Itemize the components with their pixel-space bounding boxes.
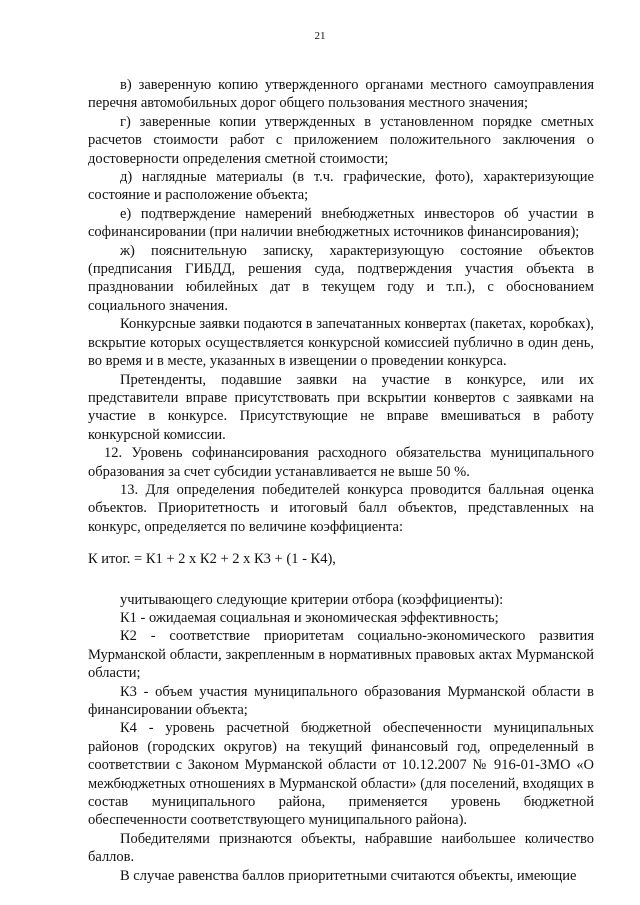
paragraph-item-zh: ж) пояснительную записку, характеризующую состояние объектов (предписания ГИБДД, решения суда, подтверждения участия объекта в праздновании юбилейных дат в текущем году и т.п.), с обоснованием социального значения. — [88, 242, 594, 314]
page-number: 21 — [314, 30, 326, 42]
paragraph-k4: К4 - уровень расчетной бюджетной обеспеченности муниципальных районов (городских округов) на текущий финансовый год, определенный в соответствии с Законом Мурманской области от 10.12.2007 № 916-01-ЗМО «О межбюджетных отношениях в Мурманской области» (для поселений, входящих в состав муниципального района, применяется уровень бюджетной обеспеченности соответствующего муниципального района). — [88, 720, 594, 829]
paragraph-winners: Победителями признаются объекты, набравшие наибольшее количество баллов. — [88, 830, 594, 866]
paragraph-item-e: е) подтверждение намерений внебюджетных инвесторов об участии в софинансировании (при наличии внебюджетных источников финансирования); — [88, 205, 594, 241]
paragraph-pretendenty: Претенденты, подавшие заявки на участие в конкурсе, или их представители вправе присутствовать при вскрытии конвертов с заявками на участие в конкурсе. Присутствующие не вправе вмешиваться в работу конкурсной комиссии. — [88, 371, 594, 443]
paragraph-clause-13: 13. Для определения победителей конкурса проводится балльная оценка объектов. Приоритетность и итоговый балл объектов, представленных на конкурс, определяется по величине коэффициента: — [88, 481, 594, 535]
paragraph-k1: К1 - ожидаемая социальная и экономическая эффективность; — [120, 609, 499, 626]
paragraph-equal-scores: В случае равенства баллов приоритетными считаются объекты, имеющие — [120, 867, 577, 884]
formula-k-itog: К итог. = К1 + 2 х К2 + 2 х К3 + (1 - К4), — [88, 551, 336, 568]
paragraph-item-v: в) заверенную копию утвержденного органами местного самоуправления перечня автомобильных дорог общего пользования местного значения; — [88, 77, 594, 112]
paragraph-k2: К2 - соответствие приоритетам социально-экономического развития Мурманской области, закрепленным в нормативных правовых актах Мурманской области; — [88, 628, 594, 682]
paragraph-item-g: г) заверенные копии утвержденных в установленном порядке сметных расчетов стоимости работ с приложением положительного заключения о достоверности определения сметной стоимости; — [88, 113, 594, 167]
paragraph-clause-12: 12. Уровень софинансирования расходного обязательства муниципального образования за счет субсидии устанавливается не выше 50 %. — [88, 445, 594, 480]
paragraph-criteria-intro: учитывающего следующие критерии отбора (коэффициенты): — [120, 591, 504, 608]
paragraph-item-d: д) наглядные материалы (в т.ч. графические, фото), характеризующие состояние и расположение объекта; — [88, 169, 594, 204]
paragraph-konkursnye-zayavki: Конкурсные заявки подаются в запечатанных конвертах (пакетах, коробках), вскрытие которых осуществляется конкурсной комиссией публично в один день, во время и в месте, указанных в извещении о проведении конкурса. — [88, 316, 594, 370]
paragraph-k3: К3 - объем участия муниципального образования Мурманской области в финансировании объекта; — [88, 683, 594, 718]
document-body — [88, 76, 594, 885]
